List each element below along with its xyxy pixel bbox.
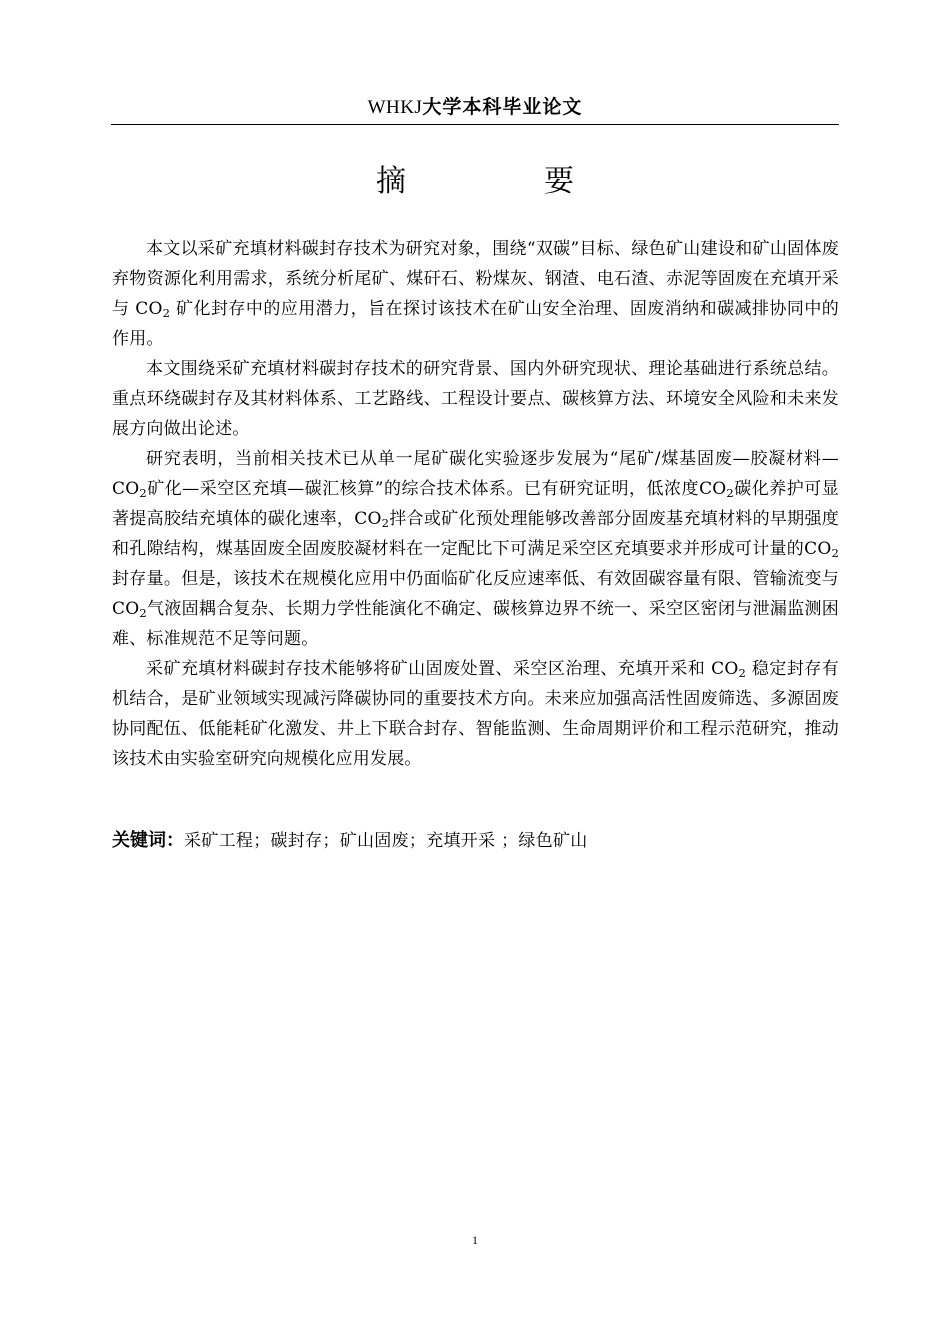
- co2-subscript: 2: [738, 665, 746, 680]
- abstract-paragraph-1: [112, 234, 839, 354]
- abstract-paragraph-3: [112, 444, 839, 654]
- header-divider: [111, 124, 839, 125]
- abstract-title: 摘 要: [376, 164, 628, 199]
- keywords-line: [112, 827, 839, 855]
- paragraph-text: 矿化封存中的应用潜力，旨在探讨该技术在矿山安全治理、固废消纳和碳减排协同中的作用。: [112, 299, 839, 349]
- paragraph-text: 拌合或矿化预处理能够改善部分固废基充填材料的早期强度和孔隙结构，煤基固废全固废胶凝材料在一定配比下可满足采空区充填要求并形成可计量的CO: [112, 509, 839, 559]
- header-thesis-title: 大学本科毕业论文: [422, 96, 583, 118]
- keywords-list: 采矿工程；碳封存；矿山固废；充填开采 ；绿色矿山: [184, 831, 588, 851]
- co2-subscript: 2: [162, 305, 171, 320]
- paragraph-text: 气液固耦合复杂、长期力学性能演化不确定、碳核算边界不统一、采空区密闭与泄漏监测困难、标准规范不足等问题。: [112, 599, 839, 649]
- co2-subscript: 2: [726, 485, 734, 500]
- abstract-paragraph-2: [112, 354, 839, 444]
- paragraph-text: 研究表明，当前相关技术已从单一尾矿碳化实验逐步发展为“尾矿/煤基固废—胶凝材料—CO: [112, 449, 839, 499]
- paragraph-text: 采矿充填材料碳封存技术能够将矿山固废处置、采空区治理、充填开采和 CO: [146, 659, 739, 679]
- abstract-paragraph-4: [112, 654, 839, 774]
- paragraph-text: 矿化—采空区充填—碳汇核算”的综合技术体系。已有研究证明，低浓度CO: [146, 479, 727, 499]
- page-header: [111, 92, 839, 126]
- co2-subscript: 2: [831, 545, 839, 560]
- paragraph-text: 本文以采矿充填材料碳封存技术为研究对象，围绕“双碳”目标、绿色矿山建设和矿山固体废弃物资源化利用需求，系统分析尾矿、煤矸石、粉煤灰、钢渣、电石渣、赤泥等固废在充填开采与 CO: [112, 239, 839, 319]
- co2-subscript: 2: [139, 485, 147, 500]
- abstract-body: [112, 234, 839, 774]
- co2-subscript: 2: [381, 515, 390, 530]
- paragraph-text: 碳化养护可显著提高胶结充填体的碳化速率，CO: [112, 479, 840, 529]
- header-school-abbreviation: WHKJ: [367, 97, 423, 118]
- page-number: 1: [472, 1233, 478, 1247]
- paragraph-text: 稳定封存有机结合，是矿业领域实现减污降碳协同的重要技术方向。未来应加强高活性固废筛选、多源固废协同配伍、低能耗矿化激发、井上下联合封存、智能监测、生命周期评价和工程示范研究，推动该技术由实验室研究向规模化应用发展。: [112, 659, 839, 769]
- keywords-label: 关键词：: [112, 830, 184, 851]
- paragraph-text: 本文围绕采矿充填材料碳封存技术的研究背景、国内外研究现状、理论基础进行系统总结。重点环绕碳封存及其材料体系、工艺路线、工程设计要点、碳核算方法、环境安全风险和未来发展方向做出论述。: [112, 359, 839, 439]
- paragraph-text: 封存量。但是，该技术在规模化应用中仍面临矿化反应速率低、有效固碳容量有限、管输流变与CO: [112, 569, 839, 619]
- co2-subscript: 2: [139, 605, 147, 620]
